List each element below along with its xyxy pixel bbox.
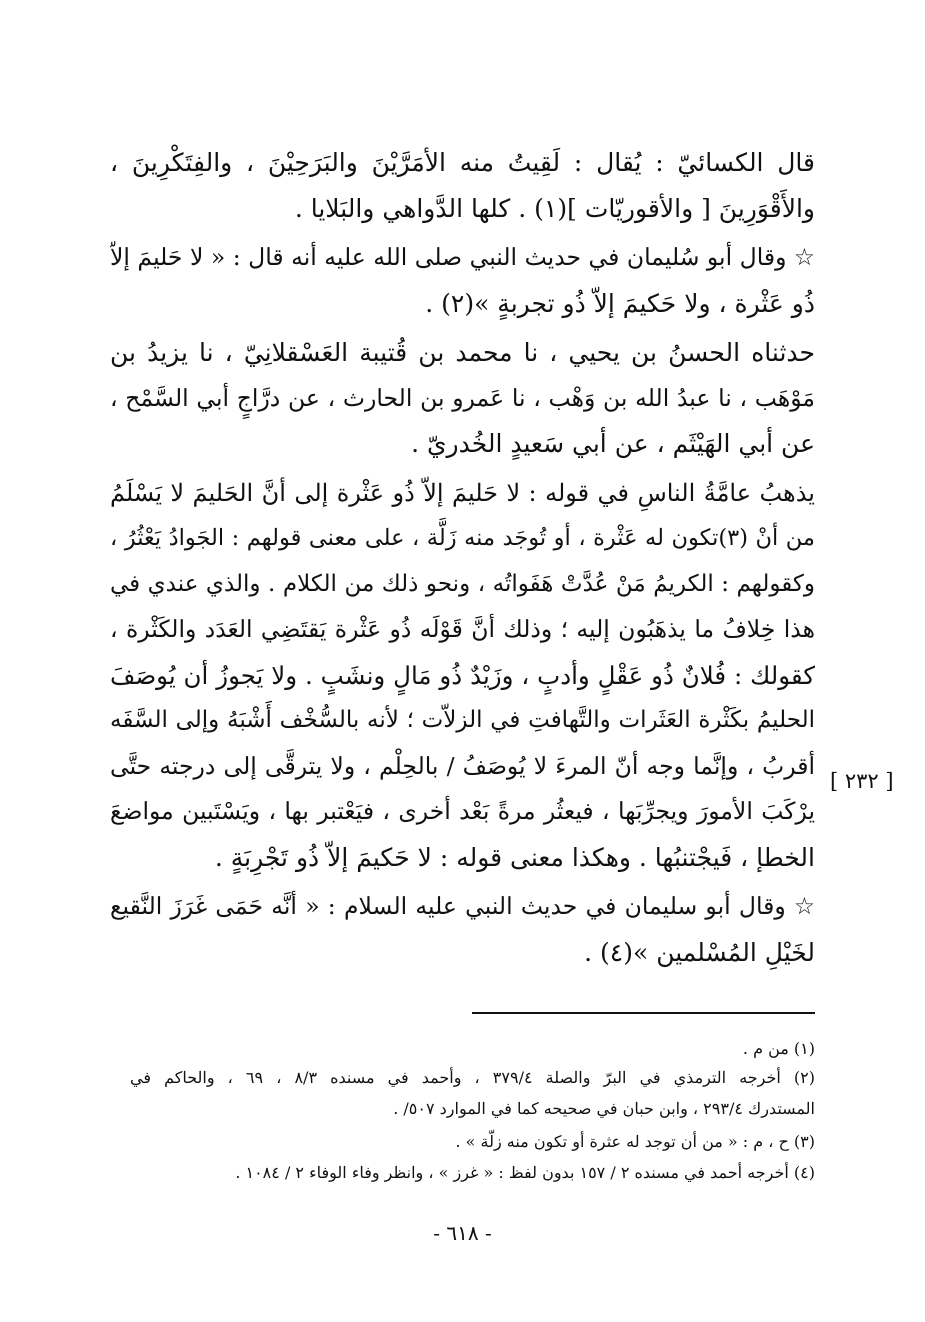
text-line: أقربُ ، وإنَّما وجه أنّ المرءَ لا يُوصَفُ / بالحِلْم ، ولا يترقَّى إلى درجته حتَّى bbox=[110, 751, 815, 780]
footnote-separator bbox=[472, 1012, 815, 1014]
text-line: ☆ وقال أبو سُليمان في حديث النبي صلى الله عليه أنه قال : « لا حَليمَ إلاّ bbox=[110, 243, 815, 271]
footnote: (٢) أخرجه الترمذي في البرّ والصلة ٣٧٩/٤ ، وأحمد في مسنده ٨/٣ ، ٦٩ ، والحاكم في bbox=[130, 1068, 815, 1087]
footnote: (٤) أخرجه أحمد في مسنده ٢ / ١٥٧ بدون لفظ : « غرز » ، وانظر وفاء الوفاء ٢ / ١٠٨٤ . bbox=[235, 1163, 815, 1182]
main-text bbox=[110, 140, 815, 975]
text-line: والأَقْوَرِينَ [ والأقوريّات ](١) . كلها الدَّواهي والبَلايا . bbox=[294, 193, 815, 223]
footnote: (١) من م . bbox=[742, 1039, 815, 1058]
footnote: (٣) ح ، م : « من أن توجد له عثرة أو تكون منه زلّة » . bbox=[455, 1132, 815, 1151]
text-line: يذهبُ عامَّةُ الناسِ في قوله : لا حَليمَ إلاّ ذُو عَثْرة إلى أنَّ الحَليمَ لا يَسْلَمُ bbox=[110, 478, 815, 507]
text-line: حدثناه الحسنُ بن يحيي ، نا محمد بن قُتيبة العَسْقلانِيّ ، نا يزيدُ بن bbox=[110, 338, 815, 367]
text-line: مَوْهَب ، نا عبدُ الله بن وَهْب ، نا عَمرو بن الحارث ، عن درَّاجٍ أبي السَّمْح ، bbox=[110, 383, 815, 412]
footnotes bbox=[130, 1034, 815, 1187]
text-line: ذُو عَثْرة ، ولا حَكيمَ إلاّ ذُو تجربةٍ »(٢) . bbox=[425, 288, 815, 318]
footnote: المستدرك ٢٩٣/٤ ، وابن حبان في صحيحه كما في الموارد ٥٠٧/ . bbox=[393, 1099, 815, 1118]
text-line: قال الكسائيّ : يُقال : لَقِيتُ منه الأمَرَّيْنَ والبَرَحِيْنَ ، والفِتَكْرِينَ ، bbox=[110, 148, 815, 177]
text-line: الخطإ ، فَيجْتنبُها . وهكذا معنى قوله : لا حَكيمَ إلاّ ذُو تَجْرِبَةٍ . bbox=[214, 842, 815, 872]
text-line: هذا خِلافُ ما يذهَبُون إليه ؛ وذلك أنَّ قَوْلَه ذُو عَثْرة يَقتَضِي العَدَد والكَثْرة ، bbox=[110, 615, 815, 643]
page-number: - ٦١٨ - bbox=[433, 1221, 492, 1245]
text-line: لخَيْلِ المُسْلمين »(٤) . bbox=[584, 937, 815, 967]
text-line: وكقولهم : الكريمُ مَنْ عُدَّتْ هَفَواتُه ، ونحو ذلك من الكلام . والذي عندي في bbox=[110, 570, 815, 597]
margin-page-reference: [ ٢٣٢ ] bbox=[830, 769, 894, 793]
text-line: يرْكَبَ الأمورَ ويجرِّبَها ، فيعثُر مرةً بَعْد أخرى ، فيَعْتبر بها ، ويَسْتَبين مواضعَ bbox=[110, 797, 815, 825]
text-line: الحليمُ بكَثْرة العَثَرات والتَّهافتِ في الزلاّت ؛ لأنه بالسُّخْف أَشْبَهُ وإلى السَّفَه bbox=[110, 707, 815, 733]
text-line: من أنْ (٣)تكون له عَثْرة ، أو تُوجَد منه زَلَّة ، على معنى قولهم : الجَوادُ يَعْثُرُ ، bbox=[110, 525, 815, 551]
text-line: كقولك : فُلانٌ ذُو عَقْلٍ وأدبٍ ، وزَيْدٌ ذُو مَالٍ ونشَبٍ . ولا يَجوزُ أن يُوصَفَ bbox=[110, 660, 815, 690]
text-line: ☆ وقال أبو سليمان في حديث النبي عليه السلام : « أنَّه حَمَى غَرَزَ النَّقيع bbox=[110, 892, 815, 920]
text-line: عن أبي الهَيْثَم ، عن أبي سَعيدٍ الخُدريّ . bbox=[411, 429, 815, 458]
